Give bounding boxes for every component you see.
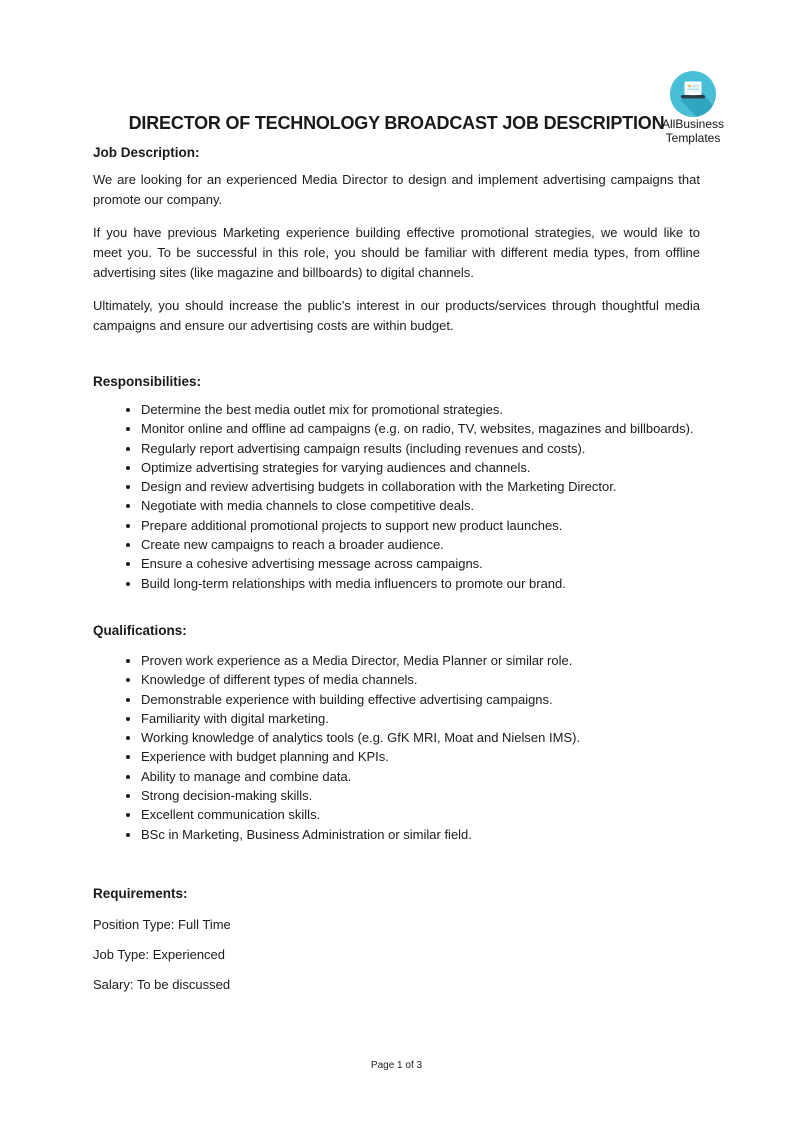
qualification-item: • Knowledge of different types of media channels. (141, 670, 700, 689)
qualification-item: • Proven work experience as a Media Director, Media Planner or similar role. (141, 651, 700, 670)
responsibility-item: • Ensure a cohesive advertising message across campaigns. (141, 554, 700, 573)
qualification-item: • Familiarity with digital marketing. (141, 709, 700, 728)
responsibility-item: • Negotiate with media channels to close competitive deals. (141, 496, 700, 515)
responsibility-item: • Determine the best media outlet mix for promotional strategies. (141, 400, 700, 419)
laptop-icon (670, 71, 716, 117)
job-description-paragraphs (93, 170, 700, 336)
page-number-footer: Page 1 of 3 (370, 1060, 423, 1071)
job-description-heading: Job Description: (93, 145, 200, 160)
allbusiness-templates-logo (657, 71, 729, 144)
job-description-paragraph: If you have previous Marketing experience building effective promotional strategies, we would like to meet you. To be successful in this role, you should be familiar with different media types, from offline advertising sites (like magazine and billboards) to digital channels. (93, 225, 700, 280)
responsibilities-list (93, 400, 700, 593)
requirement-line: Salary: To be discussed (93, 976, 231, 992)
qualification-item: • Excellent communication skills. (141, 805, 700, 824)
requirement-line: Job Type: Experienced (93, 946, 226, 962)
responsibility-item: • Build long-term relationships with media influencers to promote our brand. (141, 574, 700, 593)
responsibility-item: • Create new campaigns to reach a broader audience. (141, 535, 700, 554)
logo-wordmark-line2: Templates (665, 130, 721, 145)
requirements-lines (93, 915, 700, 995)
qualification-item: • Strong decision-making skills. (141, 786, 700, 805)
responsibility-item: • Prepare additional promotional projects to support new product launches. (141, 516, 700, 535)
responsibility-item: • Regularly report advertising campaign results (including revenues and costs). (141, 439, 700, 458)
responsibility-item: • Optimize advertising strategies for varying audiences and channels. (141, 458, 700, 477)
logo-wordmark-line1: AllBusiness (661, 117, 725, 131)
page-title: DIRECTOR OF TECHNOLOGY BROADCAST JOB DESCRIPTION (128, 113, 665, 133)
qualifications-list (93, 651, 700, 844)
requirement-line: Position Type: Full Time (93, 916, 231, 932)
qualification-item: • Working knowledge of analytics tools (e.g. GfK MRI, Moat and Nielsen IMS). (141, 728, 700, 747)
job-description-paragraph: Ultimately, you should increase the public’s interest in our products/services through thoughtful media campaigns and ensure our advertising costs are within budget. (93, 298, 700, 333)
qualifications-heading: Qualifications: (93, 622, 187, 638)
responsibilities-heading: Responsibilities: (93, 374, 202, 389)
qualification-item: • Demonstrable experience with building effective advertising campaigns. (141, 690, 700, 709)
responsibility-item: • Design and review advertising budgets in collaboration with the Marketing Director. (141, 477, 700, 496)
qualification-item: • BSc in Marketing, Business Administration or similar field. (141, 825, 700, 844)
responsibility-item: • Monitor online and offline ad campaigns (e.g. on radio, TV, websites, magazines and billboards). (141, 419, 700, 438)
qualification-item: • Experience with budget planning and KPIs. (141, 747, 700, 766)
qualification-item: • Ability to manage and combine data. (141, 767, 700, 786)
job-description-paragraph: We are looking for an experienced Media Director to design and implement advertising campaigns that promote our company. (93, 172, 700, 207)
requirements-heading: Requirements: (93, 885, 188, 901)
